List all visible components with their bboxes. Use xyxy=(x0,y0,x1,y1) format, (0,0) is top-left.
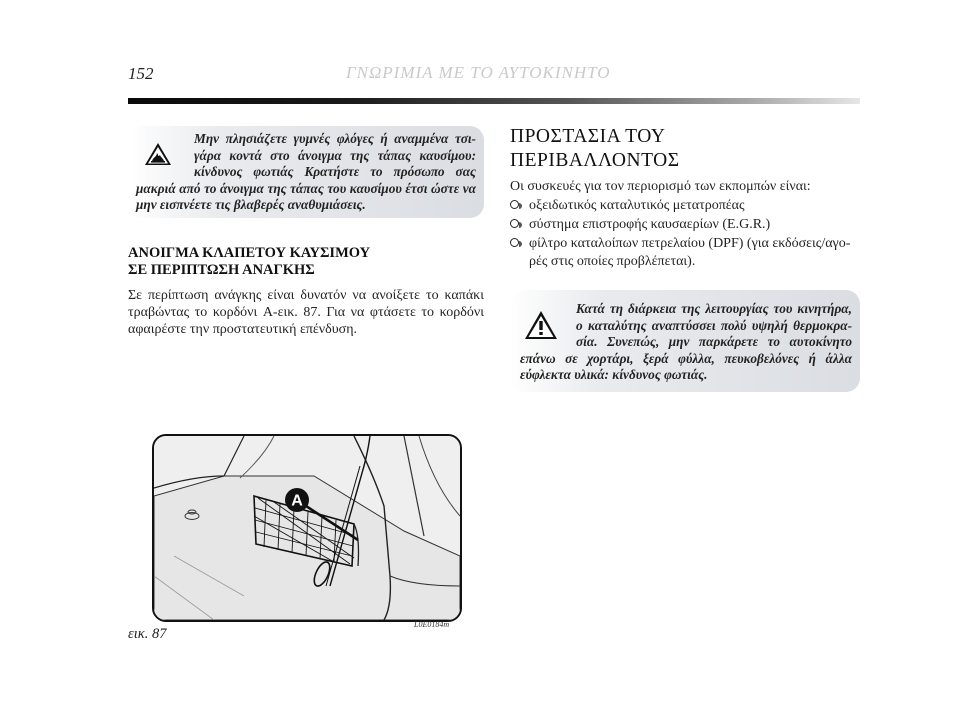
heat-warning-text: Κατά τη διάρκεια της λειτουργίας του κινητήρα, ο καταλύτης αναπτύσσει πολύ υψηλή θερμοκρα-σία. Συνεπώς, μην παρκάρετε το αυτοκίνητο επάνω σε χορτάρι, ξερά φύλλα, πευκοβελόνες ή άλλα εύφλεκτα υλικά: κίνδυνος φωτιάς. xyxy=(520,301,852,383)
fire-warning-box xyxy=(128,126,484,218)
environment-heading-line1: ΠΡΟΣΤΑΣΙΑ ΤΟΥ xyxy=(510,126,666,147)
emergency-text: Σε περίπτωση ανάγκης είναι δυνατόν να ανοίξετε το καπάκι τραβώντας το κορδόνι A-εικ. 87. Για να φτάσετε το κορδόνι αφαιρέστε την προστατευτική επένδυση. xyxy=(128,288,484,338)
emergency-heading-line1: ΑΝΟΙΓΜΑ ΚΛΑΠΕΤΟΥ ΚΑΥΣΙΜΟΥ xyxy=(128,245,371,261)
emergency-heading-line2: ΣΕ ΠΕΡΙΠΤΩΣΗ ΑΝΑΓΚΗΣ xyxy=(128,262,315,278)
bullet-icon xyxy=(510,219,519,228)
environment-intro: Οι συσκευές για τον περιορισμό των εκπομπών είναι: xyxy=(510,179,811,194)
list-item: φίλτρο καταλοίπων πετρελαίου (DPF) (για εκδόσεις/αγο-ρές στις οποίες προβλέπεται). xyxy=(510,235,860,269)
page-number: 152 xyxy=(128,64,154,83)
header-rule xyxy=(128,98,860,104)
heat-warning-box xyxy=(510,290,860,392)
bullet-icon xyxy=(510,200,519,209)
figure-caption: εικ. 87 xyxy=(128,626,167,642)
figure-fuel-flap-cord xyxy=(152,434,462,622)
fire-warning-text: Μην πλησιάζετε γυμνές φλόγες ή αναμμένα τσι-γάρα κοντά στο άνοιγμα της τάπας καυσίμου: κίνδυνος φωτιάς Κρατήστε το πρόσωπο σας μακριά από το άνοιγμα της τάπας του καυσίμου έτσι ώστε να μην εισπνέετε τις βλαβερές αναθυμιάσεις. xyxy=(136,131,476,213)
emission-devices-list xyxy=(510,197,860,272)
callout-label-a: A xyxy=(291,492,303,510)
bullet-icon xyxy=(510,238,519,247)
section-title: ΓΝΩΡΙΜΙΑ ΜΕ ΤΟ ΑΥΤΟΚΙΝΗΤΟ xyxy=(346,63,611,82)
trunk-illustration xyxy=(154,436,460,620)
list-item: σύστημα επιστροφής καυσαερίων (E.G.R.) xyxy=(510,216,860,233)
environment-heading xyxy=(510,125,860,173)
environment-heading-line2: ΠΕΡΙΒΑΛΛΟΝΤΟΣ xyxy=(510,150,680,171)
emergency-heading xyxy=(128,245,484,279)
list-item: οξειδωτικός καταλυτικός μετατροπέας xyxy=(510,197,860,214)
figure-code: L0E0184m xyxy=(414,620,450,629)
